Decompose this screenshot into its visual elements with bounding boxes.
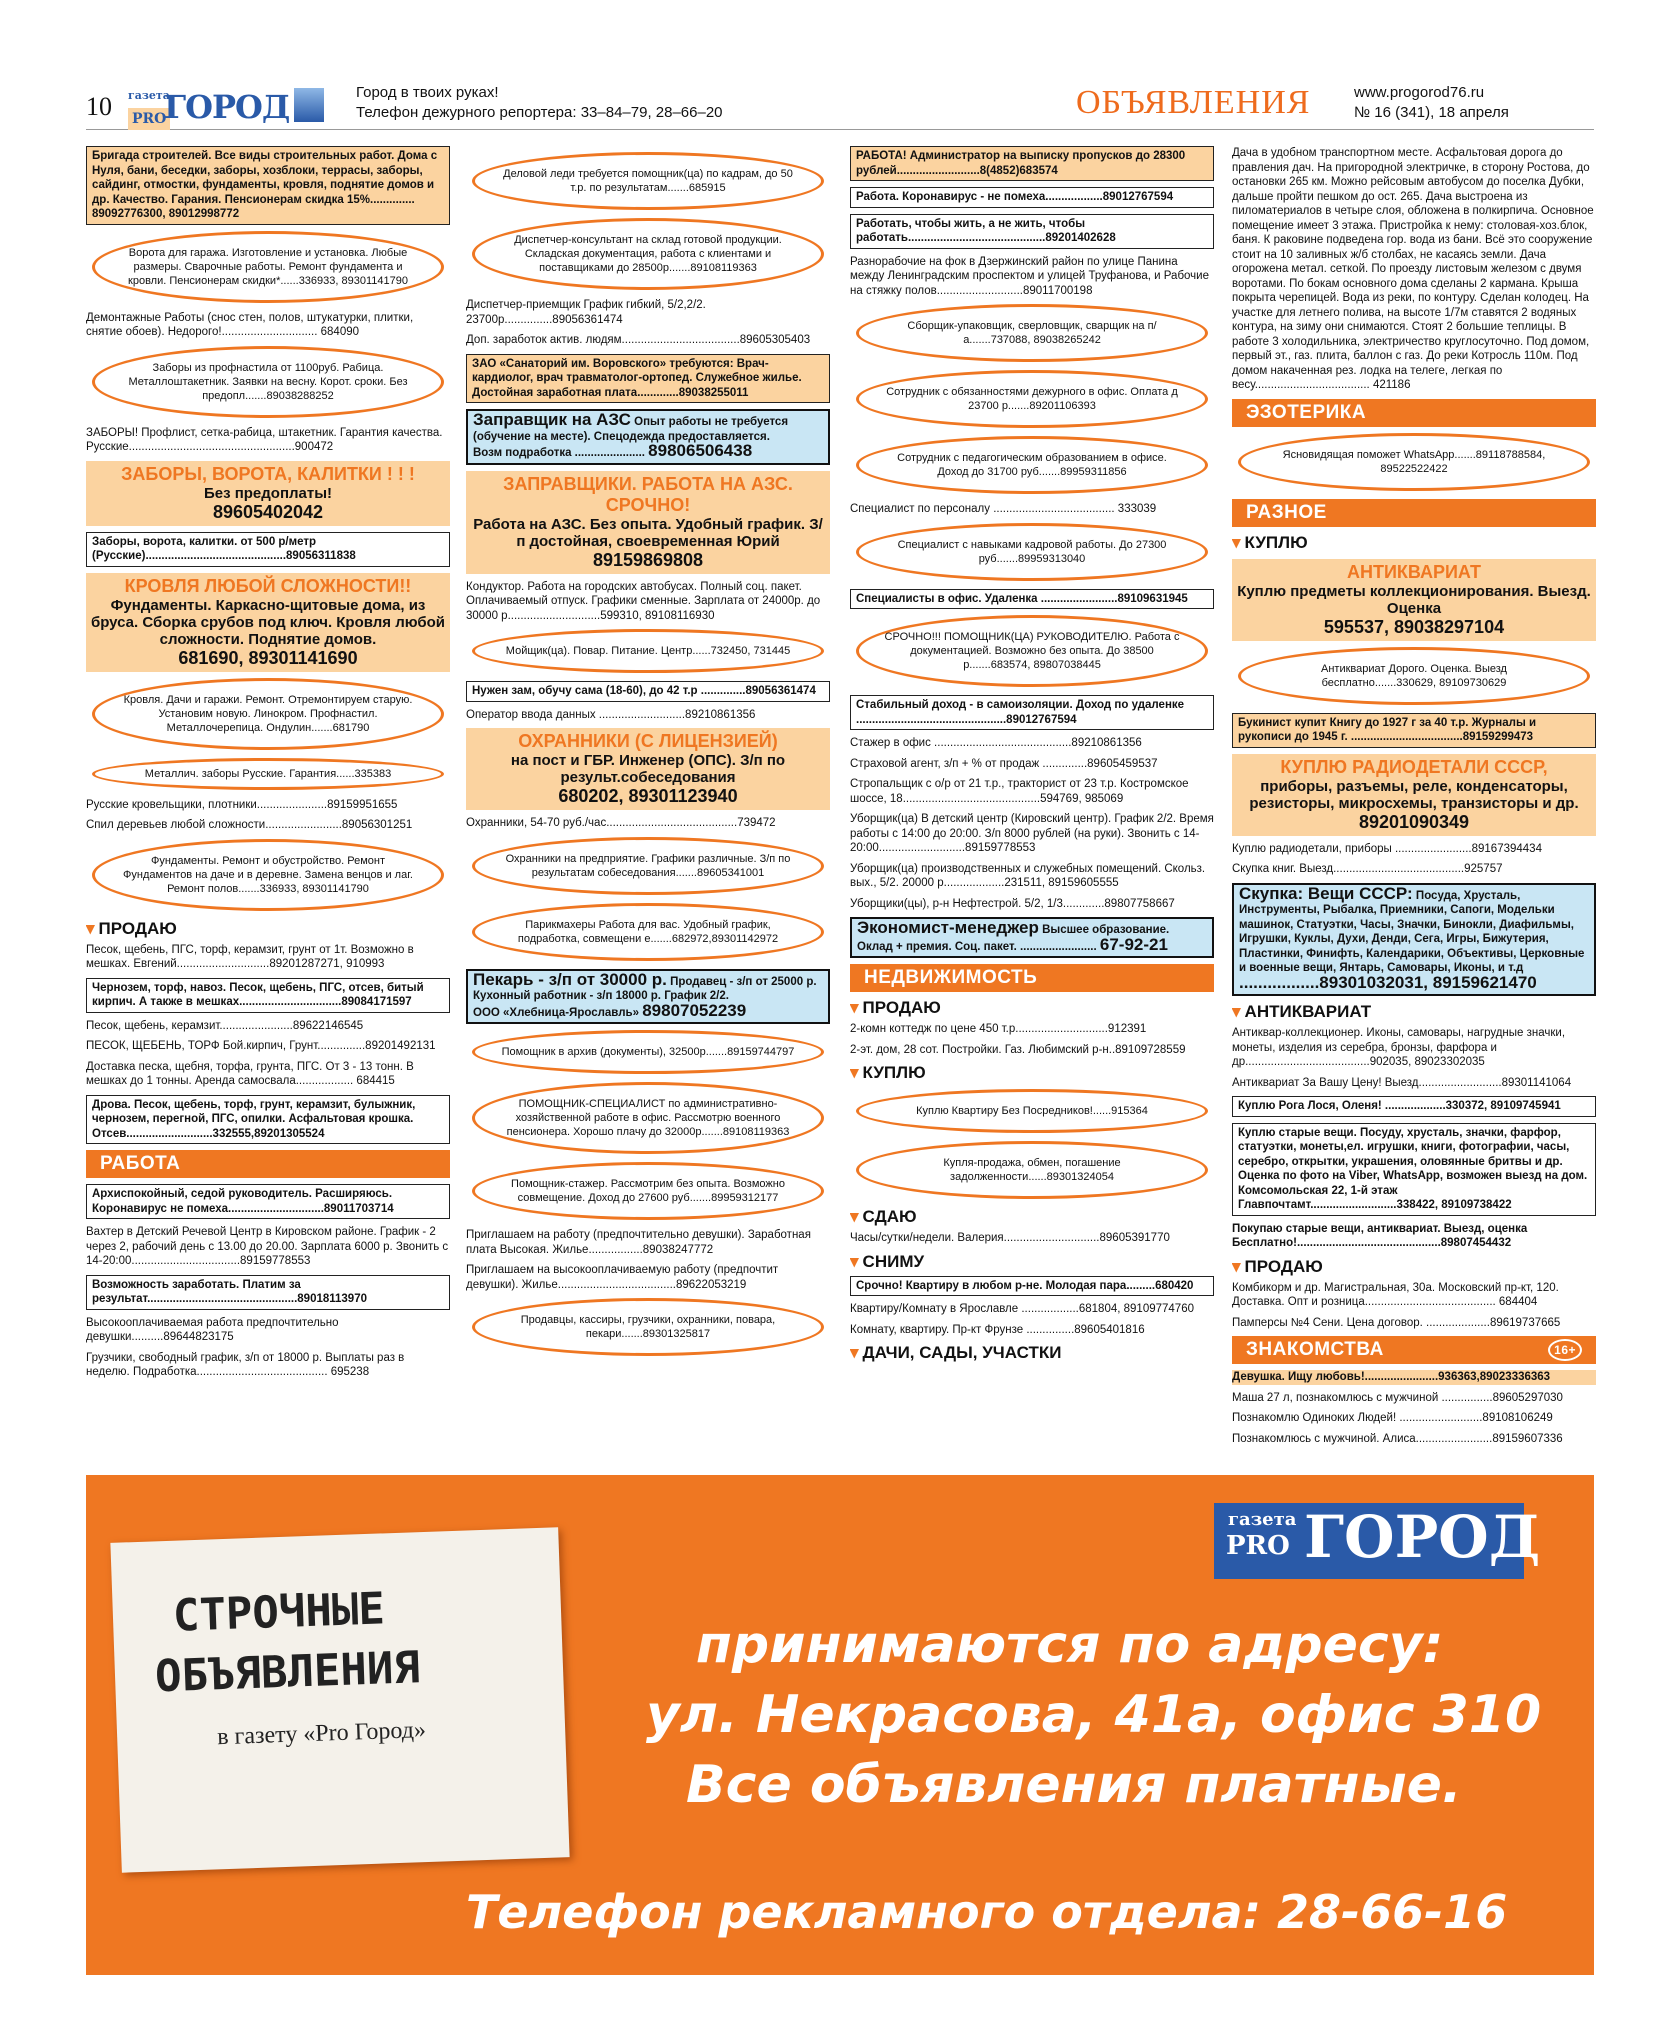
classified-ad: Кондуктор. Работа на городских автобусах. Полный соц. пакет. Оплачиваемый отпуск. Графики сменные. Зарплата от 24000р. до 30000 р.............................599310, 89108116930 (466, 580, 821, 622)
classified-ad: Страховой агент, з/п + % от продаж ..............89605459537 (850, 757, 1158, 770)
category-dating: ЗНАКОМСТВА 16+ (1232, 1336, 1596, 1364)
boxed-ad: Пекарь - з/п от 30000 р. Продавец - з/п от 25000 р. Кухонный работник - з/п 18000 р. График 2/2. ООО «Хлебница-Ярославль» 89807052239 (466, 969, 830, 1025)
classified-ad: Доп. заработок актив. людям.....................................89605305403 (466, 334, 811, 346)
classified-ad: Заборы, ворота, калитки. от 500 р/метр (Русские)............................................89056311838 (86, 532, 450, 567)
classified-ad: Вахтер в Детский Речевой Центр в Кировском районе. График - 2 через 2, рабочий день с 13.00 до 20.00. Зарплата 6000 р. Звонить с 14-20:00..................................89159778553 (86, 1226, 449, 1267)
classified-ad: Уборщик(ца) производственных и служебных помещений. Скольз. вых., 5/2. 20000 р...................231511, 89159605555 (850, 862, 1206, 889)
promo-ad: КРОВЛЯ ЛЮБОЙ СЛОЖНОСТИ!! Фундаменты. Каркасно-щитовые дома, из бруса. Сборка срубов под ключ. Кровля любой сложности. Поднятие домов. 681690, 89301141690 (86, 573, 450, 672)
classified-ad: Диспетчер-консультант на склад готовой продукции. Складская документация, работа с клиентами и поставщиками до 28500р.......89108119363 (472, 218, 824, 290)
classified-ad: Фундаменты. Ремонт и обустройство. Ремонт Фундаментов на даче и в деревне. Замена венцов и лаг. Ремонт полов.......336933, 89301141790 (92, 839, 444, 911)
classified-ad: Заборы из профнастила от 1100руб. Рабица. Металлоштакетник. Заявки на весну. Корот. сроки. Без предопл.......89038288252 (92, 346, 444, 418)
classified-ad: Куплю радиодетали, приборы ........................89167394434 (1232, 842, 1542, 855)
classified-ad: Часы/сутки/недели. Валерия..............................89605391770 (850, 1232, 1170, 1244)
subheading-sell: ▾ ПРОДАЮ (1232, 1257, 1596, 1277)
classified-ad: Антиквар-коллекционер. Иконы, самовары, нагрудные значки, монеты, изделия из серебра, бронзы, фарфора и др.......................................902035, 89023302035 (1232, 1027, 1566, 1068)
classified-ad: Стропальщик с о/р от 21 т.р., тракторист от 23 т.р. Костромское шоссе, 18...........................................594769, 985069 (850, 778, 1189, 805)
classified-ad: Деловой леди требуется помощник(ца) по кадрам, до 50 т.р. по результатам.......685915 (472, 152, 824, 210)
classified-ad: Работать, чтобы жить, а не жить, чтобы работать...........................................89201402628 (850, 214, 1214, 249)
promo-ad: ЗАПРАВЩИКИ. РАБОТА НА АЗС. СРОЧНО! Работа на АЗС. Без опыта. Удобный график. З/п достойная, своевременная Юрий 89159869808 (466, 471, 830, 574)
classified-ad: Специалисты в офис. Удаленка ........................89109631945 (850, 589, 1214, 610)
classified-ad: 2-комн коттедж по цене 450 т.р.............................912391 (850, 1023, 1147, 1035)
boxed-ad: Заправщик на АЗС Опыт работы не требуется (обучение на месте). Спецодежда предоставляется. Возм подработка ...................... 89806506438 (466, 409, 830, 465)
category-esoteric: ЭЗОТЕРИКА (1232, 399, 1596, 427)
ad-banner (86, 1475, 1594, 1975)
boxed-ad: Скупка: Вещи СССР: Посуда, Хрусталь, Инструменты, Рыбалка, Приемники, Сапоги, Модельки машинок, Статуэтки, Часы, Значки, Бинокли, Диафильмы, Игрушки, Куклы, Духи, Денди, Сега, Игры, Бижутерия, Пластинки, Финифть, Календарики, Объективы, Церковные и военные вещи, Янтарь, Самовары, Иконы, и т.д .................89301032031, 89159621470 (1232, 883, 1596, 997)
classified-ad: Помощник-стажер. Рассмотрим без опыта. Возможно совмещение. Доход до 27600 руб.......89959312177 (472, 1162, 824, 1220)
issue-info: № 16 (341), 18 апреля (1354, 104, 1509, 121)
classified-ad: Антиквариат Дорого. Оценка. Выезд бесплатно.......330629, 89109730629 (1238, 647, 1590, 705)
classified-ad: ЗАБОРЫ! Профлист, сетка-рабица, штакетник. Гарантия качества. Русские....................................................900472 (86, 426, 443, 453)
banner-line-3: Все объявления платные. (686, 1755, 1462, 1815)
classified-ad: СРОЧНО!!! ПОМОЩНИК(ЦА) РУКОВОДИТЕЛЮ. Работа с документацией. Возможно без опыта. До 38500 р.......683574, 89807038445 (856, 615, 1208, 687)
classified-ad: Девушка. Ищу любовь!.......................936363,89023336363 (1232, 1370, 1596, 1385)
classified-ad: Куплю старые вещи. Посуду, хрусталь, значки, фарфор, статуэтки, монеты,ел. игрушки, книги, фотографии, часы, серебро, открытки, украшения, оловянные бритвы и др. Оценка по фото на Viber, WhatsApp, возможен выезд на дом. Комсомольская 22, 1-й этаж Главпочтамт...........................338422, 89109738422 (1232, 1123, 1596, 1216)
classified-ad: Специалист по персоналу ...................................... 333039 (850, 503, 1157, 515)
subheading-antiques: ▾ АНТИКВАРИАТ (1232, 1002, 1596, 1022)
page-header: 10 газета PRO ГОРОД Город в твоих руках! Телефон дежурного репортера: 33–84–79, 28–66–20 ОБЪЯВЛЕНИЯ www.progorod76.ru № 16 (341), 18 апреля (86, 84, 1594, 130)
classified-ad: Чернозем, торф, навоз. Песок, щебень, ПГС, отсев, битый кирпич. А также в мешках................................89084171597 (86, 978, 450, 1013)
classified-ad: Квартиру/Комнату в Ярославле ..................681804, 89109774760 (850, 1303, 1194, 1315)
classified-ad: Спил деревьев любой сложности........................89056301251 (86, 819, 413, 831)
classified-ad: 2-эт. дом, 28 сот. Постройки. Газ. Любимский р-н..89109728559 (850, 1043, 1186, 1056)
column-4 (1232, 146, 1596, 1446)
classified-ad: Стажер в офис ...........................................89210861356 (850, 737, 1142, 749)
column-1 (86, 146, 450, 1446)
classified-ad: Парикмахеры Работа для вас. Удобный график, подработка, совмещени е.......682972,89301142972 (472, 903, 824, 961)
banner-line-2: ул. Некрасова, 41а, офис 310 (646, 1685, 1542, 1745)
classified-ad: Комнату, квартиру. Пр-кт Фрунзе ...............89605401816 (850, 1323, 1145, 1336)
classified-ad: Куплю Рога Лося, Оленя! ...................330372, 89109745941 (1232, 1096, 1596, 1117)
classified-ad: Продавцы, кассиры, грузчики, охранники, повара, пекари.......89301325817 (472, 1298, 824, 1356)
subheading-sell: ▾ ПРОДАЮ (86, 919, 450, 939)
promo-ad: АНТИКВАРИАТ Куплю предметы коллекционирования. Выезд. Оценка 595537, 89038297104 (1232, 559, 1596, 641)
classified-ad: Сотрудник с обязанностями дежурного в офис. Оплата д 23700 р.......89201106393 (856, 370, 1208, 428)
subheading-dacha: ▾ ДАЧИ, САДЫ, УЧАСТКИ (850, 1343, 1214, 1363)
column-3 (850, 146, 1214, 1446)
city-icon (294, 88, 324, 122)
classified-ad: Скупка книг. Выезд.........................................925757 (1232, 863, 1503, 875)
reporter-phone: Телефон дежурного репортера: 33–84–79, 28–66–20 (356, 104, 723, 121)
classified-ad: Архиспокойный, седой руководитель. Расширяюсь. Коронавирус не помеха..............................89011703714 (86, 1184, 450, 1219)
classified-ad: Стабильный доход - в самоизоляции. Доход по удаленке ...............................................89012767594 (850, 695, 1214, 730)
classified-ad: Нужен зам, обучу сама (18-60), до 42 т.р ..............89056361474 (466, 681, 830, 702)
subheading-buy: ▾ КУПЛЮ (1232, 533, 1596, 553)
banner-logo: газета PRO ГОРОД (1214, 1503, 1524, 1579)
classified-ad: Маша 27 л, познакомлюсь с мужчиной ................89605297030 (1232, 1391, 1563, 1404)
classified-ad: Ворота для гаража. Изготовление и установка. Любые размеры. Сварочные работы. Ремонт фундамента и кровли. Пенсионерам скидки*......336933, 89301141790 (92, 231, 444, 303)
classified-ad: Оператор ввода данных ...........................89210861356 (466, 708, 756, 721)
classified-ad: Русские кровельщики, плотники......................89159951655 (86, 798, 398, 811)
classified-ad: Кровля. Дачи и гаражи. Ремонт. Отремонтируем старую. Установим новую. Линокром. Профнастил. Металлочерепица. Ондулин.......681790 (92, 678, 444, 750)
classified-ad: Антиквариат За Вашу Цену! Выезд..........................89301141064 (1232, 1076, 1572, 1089)
classified-ad: ПЕСОК, ЩЕБЕНЬ, ТОРФ Бой.кирпич, Грунт...............89201492131 (86, 1040, 436, 1052)
classified-ad: Памперсы №4 Сени. Цена договор. ....................89619737665 (1232, 1316, 1561, 1329)
classified-ad: Букинист купит Книгу до 1927 г за 40 т.р. Журналы и рукописи до 1945 г. ...................................89159299473 (1232, 713, 1596, 748)
classified-ad: ЗАО «Санаторий им. Воровского» требуются: Врач-кардиолог, врач травматолог-ортопед. Служебное жилье. Достойная заработная плата.............89038255011 (466, 354, 830, 404)
classified-ad: Работа. Коронавирус - не помеха..................89012767594 (850, 187, 1214, 208)
banner-line-1: принимаются по адресу: (696, 1615, 1444, 1675)
classified-ad: Купля-продажа, обмен, погашение задолженности......89301324054 (856, 1141, 1208, 1199)
classified-ad: Дача в удобном транспортном месте. Асфальтовая дорога до правления дач. На пригородной электричке, в сторону Ростова, до остановки 265 км. Можно рейсовым автобусом до поселка Дубки, дальше пройти пешком до ост. 265. Дача выстроена из пиломатериалов в четыре слоя, обложена в полкирпича. Основное помещение имеет 3 этажа. Пристройка к нему: столовая-хоз.блок, баня. К раковине подведена гор. вода из бани. Всё это сооружение стоит на 10 заливных ж/б столбах, не касаясь земли. Дача огорожена метал. сеткой. По проезду листовым железом с двумя воротами. По бокам основного дома сделаны 2 кармана. Крыша покрыта черепицей. Вода из реки, по контуру. Сделан колодец. На участке для летнего полива, на высоте 1/7м ставятся 2 водяных контура, на зиму они снимаются. Стоят 2 большие теплицы. В работе 3 холодильника, электричество круглосуточно. Под домом, первый эт., газ. плита, баллон с газ. До реки Котросль 110м. Под домом накаченная рез. лодка на телеге, легкая по весу.................................... 421186 (1232, 147, 1594, 391)
classified-ad: Приглашаем на высокооплачиваемую работу (предпочтит девушки). Жилье.....................................89622053219 (466, 1264, 779, 1291)
classified-ad: Дрова. Песок, щебень, торф, грунт, керамзит, булыжник, чернозем, перегной, ПГС, опилки. Асфальтовая крошка. Отсев...........................332555,89201305524 (86, 1095, 450, 1145)
classified-ad: Познакомлю Одиноких Людей! ..........................89108106249 (1232, 1412, 1553, 1424)
banner-phone: Телефон рекламного отдела: 28-66-16 (466, 1885, 1508, 1939)
classified-ad: Куплю Квартиру Без Посредников!......915364 (856, 1089, 1208, 1133)
classified-ad: Сотрудник с педагогическим образованием в офисе. Доход до 31700 руб.......89959311856 (856, 436, 1208, 494)
category-real-estate: НЕДВИЖИМОСТЬ (850, 964, 1214, 992)
classified-ad: Диспетчер-приемщик График гибкий, 5/2,2/2. 23700р...............89056361474 (466, 299, 706, 326)
classified-ad: Уборщики(цы), р-н Нефтестрой. 5/2, 1/3.............89807758667 (850, 897, 1175, 910)
classified-ad: Демонтажные Работы (снос стен, полов, штукатурки, плитки, снятие обоев). Недорого!.............................. 684090 (86, 311, 414, 338)
promo-ad: КУПЛЮ РАДИОДЕТАЛИ СССР, приборы, разъемы, реле, конденсаторы, резисторы, микросхемы, транзисторы и др. 89201090349 (1232, 754, 1596, 836)
subheading-buy: ▾ КУПЛЮ (850, 1063, 1214, 1083)
classified-ad: Уборщик(ца) В детский центр (Кировский центр). График 2/2. Время работы с 14:00 до 20:00. З/п 8000 рублей (на руки). Звонить с 14-20:00...........................89159778553 (850, 813, 1214, 854)
classified-ad: Мойщик(ца). Повар. Питание. Центр......732450, 731445 (472, 629, 824, 673)
classified-ad: Грузчики, свободный график, з/п от 18000 р. Выплаты раз в неделю. Подработка......................................... 695238 (86, 1351, 405, 1378)
classified-ad: Песок, щебень, ПГС, торф, керамзит, грунт от 1т. Возможно в мешках. Евгений.............................89201287271, 910993 (86, 943, 414, 970)
subheading-rent: ▾ СДАЮ (850, 1207, 1214, 1227)
subheading-sell: ▾ ПРОДАЮ (850, 998, 1214, 1018)
classified-ad: Возможность заработать. Платим за результат...............................................89018113970 (86, 1275, 450, 1310)
classified-ad: Познакомлюсь с мужчиной. Алиса........................89159607336 (1232, 1432, 1563, 1445)
notice-paper: СТРОЧНЫЕ ОБЪЯВЛЕНИЯ в газету «Pro Город» (110, 1527, 569, 1872)
classified-ad: Разнорабочие на фок в Дзержинский район по улице Панина между Ленинградским проспектом и улицей Труфанова, и Рабочие на стяжку полов...........................89011700198 (850, 255, 1209, 297)
classified-ad: Срочно! Квартиру в любом р-не. Молодая пара.........680420 (850, 1276, 1214, 1297)
section-title: ОБЪЯВЛЕНИЯ (1076, 84, 1311, 121)
classified-ad: Охранники, 54-70 руб./час.........................................739472 (466, 817, 776, 829)
column-2 (466, 146, 830, 1446)
classified-ad: Комбикорм и др. Магистральная, 30а. Московский пр-кт, 120. Доставка. Опт и розница......................................... 684404 (1232, 1281, 1559, 1308)
classified-ad: Покупаю старые вещи, антиквариат. Выезд, оценка Бесплатно!.............................................89807454432 (1232, 1222, 1528, 1249)
classified-ad: Ясновидящая поможет WhatsApp.......89118788584, 89522522422 (1238, 433, 1590, 491)
classified-ad: Бригада строителей. Все виды строительных работ. Дома с Нуля, бани, беседки, заборы, хозблоки, террасы, заборы, сайдинг, отмостки, фундаменты, кровля, поднятие домов и др. Качество. Гарания. Пенсионерам скидка 15%.............. 89092776300, 89012998772 (86, 146, 450, 225)
classified-ad: Охранники на предприятие. Графики различные. З/п по результатам собеседования.......89605341001 (472, 837, 824, 895)
promo-ad: ОХРАННИКИ (С ЛИЦЕНЗИЕЙ) на пост и ГБР. Инженер (ОПС). З/п по результ.собеседования 680202, 89301123940 (466, 728, 830, 810)
classified-ad: ПОМОЩНИК-СПЕЦИАЛИСТ по административно-хозяйственной работе в офис. Рассмотрю военного пенсионера. Хорошо плачу до 32000р.......89108119363 (472, 1082, 824, 1154)
promo-ad: ЗАБОРЫ, ВОРОТА, КАЛИТКИ ! ! ! Без предоплаты! 89605402042 (86, 461, 450, 526)
classified-ad: Специалист с навыками кадровой работы. До 27300 руб.......89959313040 (856, 523, 1208, 581)
classified-ad: Высокооплачиваемая работа предпочтительно девушки..........89644823175 (86, 1316, 339, 1343)
classified-ad: Песок, щебень, керамзит.......................89622146545 (86, 1019, 364, 1032)
subheading-hire: ▾ СНИМУ (850, 1252, 1214, 1272)
classified-ad: Помощник в архив (документы), 32500р.......89159744797 (472, 1030, 824, 1074)
classified-ad: Доставка песка, щебня, торфа, грунта, ПГС. От 3 - 13 тонн. В мешках до 1 тонны. Аренда самосвала.................. 684415 (86, 1060, 414, 1087)
classified-ad: Металлич. заборы Русские. Гарантия......335383 (92, 758, 444, 790)
classified-ad: Приглашаем на работу (предпочтительно девушки). Заработная плата Высокая. Жилье.................89038247772 (466, 1229, 811, 1256)
classified-ad: Сборщик-упаковщик, сверловщик, сварщик на п/а.......737088, 89038265242 (856, 304, 1208, 362)
category-misc: РАЗНОЕ (1232, 499, 1596, 527)
boxed-ad: Экономист-менеджер Высшее образование. Оклад + премия. Соц. пакет. ........................ 67-92-21 (850, 917, 1214, 958)
category-work: РАБОТА (86, 1150, 450, 1178)
classified-ad: РАБОТА! Администратор на выписку пропусков до 28300 рублей..........................8(4852)683574 (850, 146, 1214, 181)
age-badge: 16+ (1548, 1339, 1582, 1361)
website: www.progorod76.ru (1354, 84, 1485, 101)
tagline: Город в твоих руках! (356, 84, 499, 101)
page-number: 10 (86, 92, 112, 121)
